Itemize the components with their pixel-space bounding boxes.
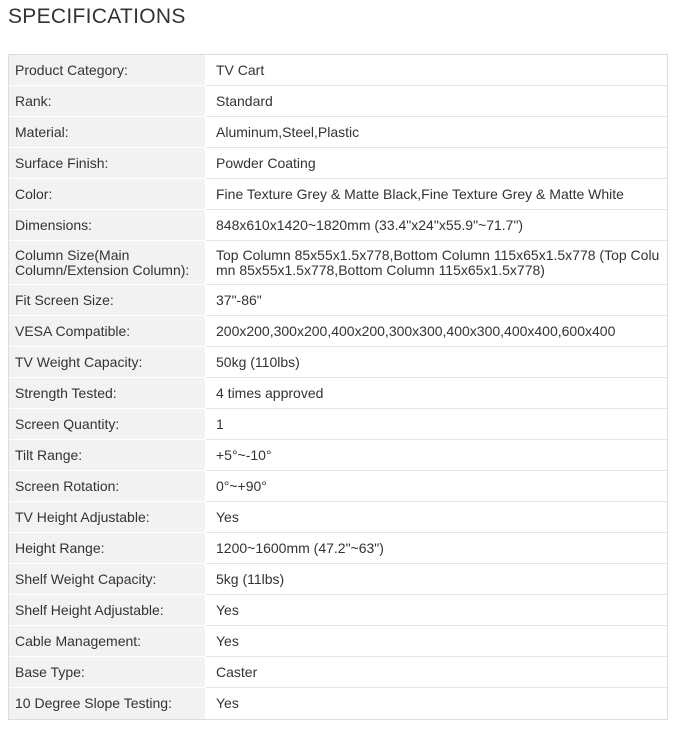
spec-label: Cable Management: <box>9 626 206 657</box>
spec-value: 0°~+90° <box>206 471 667 502</box>
table-row <box>9 564 667 595</box>
spec-label: Column Size(Main Column/Extension Column): <box>9 241 206 285</box>
spec-value: Fine Texture Grey & Matte Black,Fine Texture Grey & Matte White <box>206 179 667 210</box>
spec-label: Strength Tested: <box>9 378 206 409</box>
table-row <box>9 148 667 179</box>
spec-value: Standard <box>206 86 667 117</box>
table-row <box>9 210 667 241</box>
table-row <box>9 86 667 117</box>
spec-label: Fit Screen Size: <box>9 285 206 316</box>
spec-value: 4 times approved <box>206 378 667 409</box>
spec-value: Yes <box>206 626 667 657</box>
spec-value: 200x200,300x200,400x200,300x300,400x300,400x400,600x400 <box>206 316 667 347</box>
spec-value: Caster <box>206 657 667 688</box>
spec-label: Base Type: <box>9 657 206 688</box>
spec-label: Color: <box>9 179 206 210</box>
spec-value: 5kg (11lbs) <box>206 564 667 595</box>
spec-label: 10 Degree Slope Testing: <box>9 688 206 719</box>
spec-label: Screen Rotation: <box>9 471 206 502</box>
spec-label: TV Weight Capacity: <box>9 347 206 378</box>
specifications-table <box>8 54 668 720</box>
spec-label: Height Range: <box>9 533 206 564</box>
table-row <box>9 595 667 626</box>
spec-label: TV Height Adjustable: <box>9 502 206 533</box>
table-row <box>9 471 667 502</box>
spec-value: Powder Coating <box>206 148 667 179</box>
spec-value: Aluminum,Steel,Plastic <box>206 117 667 148</box>
table-row <box>9 378 667 409</box>
table-row <box>9 347 667 378</box>
spec-value: Top Column 85x55x1.5x778,Bottom Column 115x65x1.5x778 (Top Column 85x55x1.5x778,Bottom Column 115x65x1.5x778) <box>206 241 667 285</box>
table-row <box>9 502 667 533</box>
table-row <box>9 533 667 564</box>
spec-value: 37"-86" <box>206 285 667 316</box>
spec-value: 1200~1600mm (47.2"~63") <box>206 533 667 564</box>
spec-label: Surface Finish: <box>9 148 206 179</box>
table-row <box>9 179 667 210</box>
spec-label: Shelf Height Adjustable: <box>9 595 206 626</box>
table-row <box>9 285 667 316</box>
spec-label: Screen Quantity: <box>9 409 206 440</box>
spec-value: Yes <box>206 502 667 533</box>
table-row <box>9 688 667 719</box>
table-row <box>9 117 667 148</box>
spec-label: Dimensions: <box>9 210 206 241</box>
spec-label: Tilt Range: <box>9 440 206 471</box>
spec-value: 848x610x1420~1820mm (33.4"x24"x55.9"~71.7") <box>206 210 667 241</box>
table-row <box>9 409 667 440</box>
table-row <box>9 316 667 347</box>
table-row <box>9 440 667 471</box>
spec-label: Shelf Weight Capacity: <box>9 564 206 595</box>
table-row <box>9 55 667 86</box>
spec-label: Product Category: <box>9 55 206 86</box>
spec-label: Material: <box>9 117 206 148</box>
spec-value: Yes <box>206 688 667 719</box>
spec-value: 50kg (110lbs) <box>206 347 667 378</box>
spec-value: Yes <box>206 595 667 626</box>
spec-value: TV Cart <box>206 55 667 86</box>
table-row <box>9 241 667 285</box>
page-title: SPECIFICATIONS <box>8 5 186 28</box>
spec-label: Rank: <box>9 86 206 117</box>
table-row <box>9 657 667 688</box>
spec-value: +5°~-10° <box>206 440 667 471</box>
spec-label: VESA Compatible: <box>9 316 206 347</box>
spec-value: 1 <box>206 409 667 440</box>
table-row <box>9 626 667 657</box>
